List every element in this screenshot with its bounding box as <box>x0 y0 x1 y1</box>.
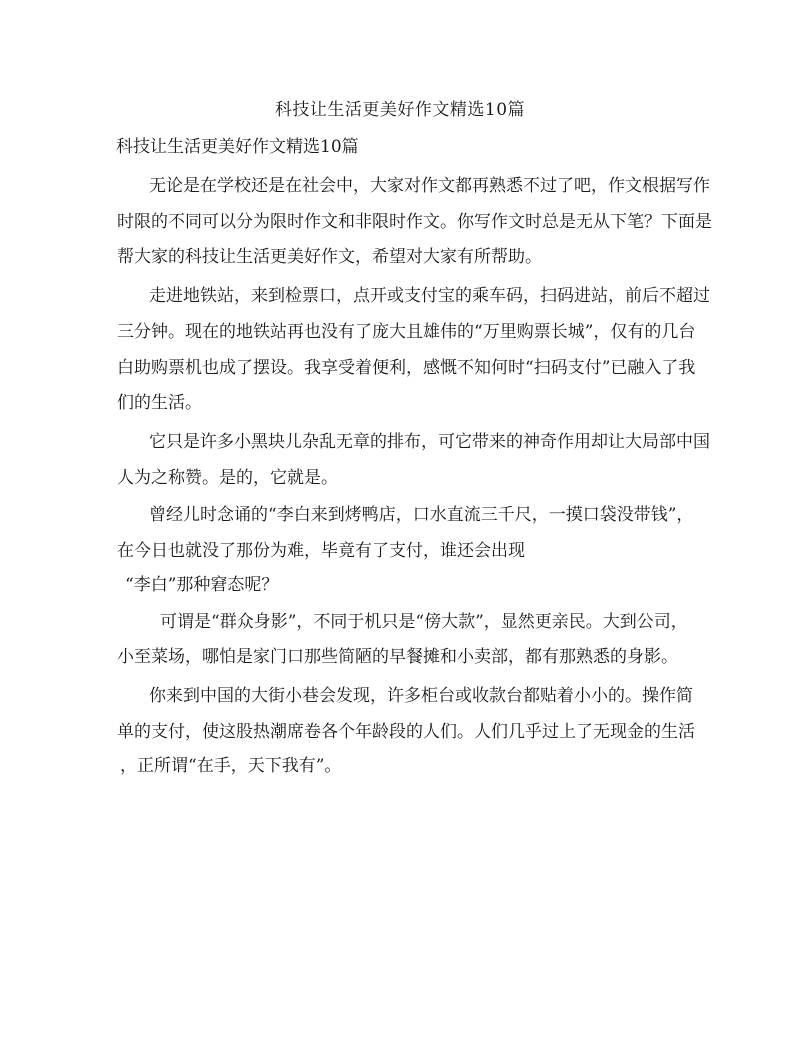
paragraph-line: 人为之称赞。是的，它就是。 <box>117 468 338 488</box>
paragraph-line: 单的支付，使这股热潮席卷各个年龄段的人们。人们几乎过上了无现金的生活 <box>117 722 695 742</box>
paragraph-line: 们的生活。 <box>117 393 202 413</box>
paragraph-line: 帮大家的科技让生活更美好作文，希望对大家有所帮助。 <box>117 247 542 267</box>
paragraph-line: 无论是在学校还是在社会中，大家对作文都再熟悉不过了吧，作文根据写作 <box>149 176 710 196</box>
paragraph-line: ，正所谓“在手，天下我有”。 <box>120 756 342 776</box>
page-title: 科技让生活更美好作文精选10篇 <box>274 100 526 120</box>
paragraph-line: 可谓是“群众身影”，不同于机只是“傍大款”，显然更亲民。大到公司， <box>160 612 688 632</box>
paragraph-line: “李白”那种窘态呢？ <box>125 575 279 595</box>
paragraph-line: 时限的不同可以分为限时作文和非限时作文。你写作文时总是无从下笔？下面是 <box>117 212 712 232</box>
document-subtitle: 科技让生活更美好作文精选10篇 <box>116 137 359 157</box>
paragraph-line: 小至菜场，哪怕是家门口那些简陋的早餐摊和小卖部，都有那熟悉的身影。 <box>117 647 678 667</box>
paragraph-line: 三分钟。现在的地铁站再也没有了庞大且雄伟的“万里购票长城”，仅有的几台 <box>117 322 696 342</box>
paragraph-line: 曾经儿时念诵的“李白来到烤鸭店，口水直流三千尺，一摸口袋没带钱”， <box>149 505 694 525</box>
paragraph-line: 白助购票机也成了摆设。我享受着便利，感慨不知何时“扫码支付”已融入了我 <box>117 358 696 378</box>
paragraph-line: 走进地铁站，来到检票口，点开或支付宝的乘车码，扫码进站，前后不超过 <box>149 286 710 306</box>
paragraph-line: 你来到中国的大街小巷会发现，许多柜台或收款台都贴着小小的。操作简 <box>149 686 693 706</box>
paragraph-line: 在今日也就没了那份为难，毕竟有了支付，谁还会出现 <box>117 541 525 561</box>
paragraph-line: 它只是许多小黑块儿杂乱无章的排布，可它带来的神奇作用却让大局部中国 <box>149 432 710 452</box>
